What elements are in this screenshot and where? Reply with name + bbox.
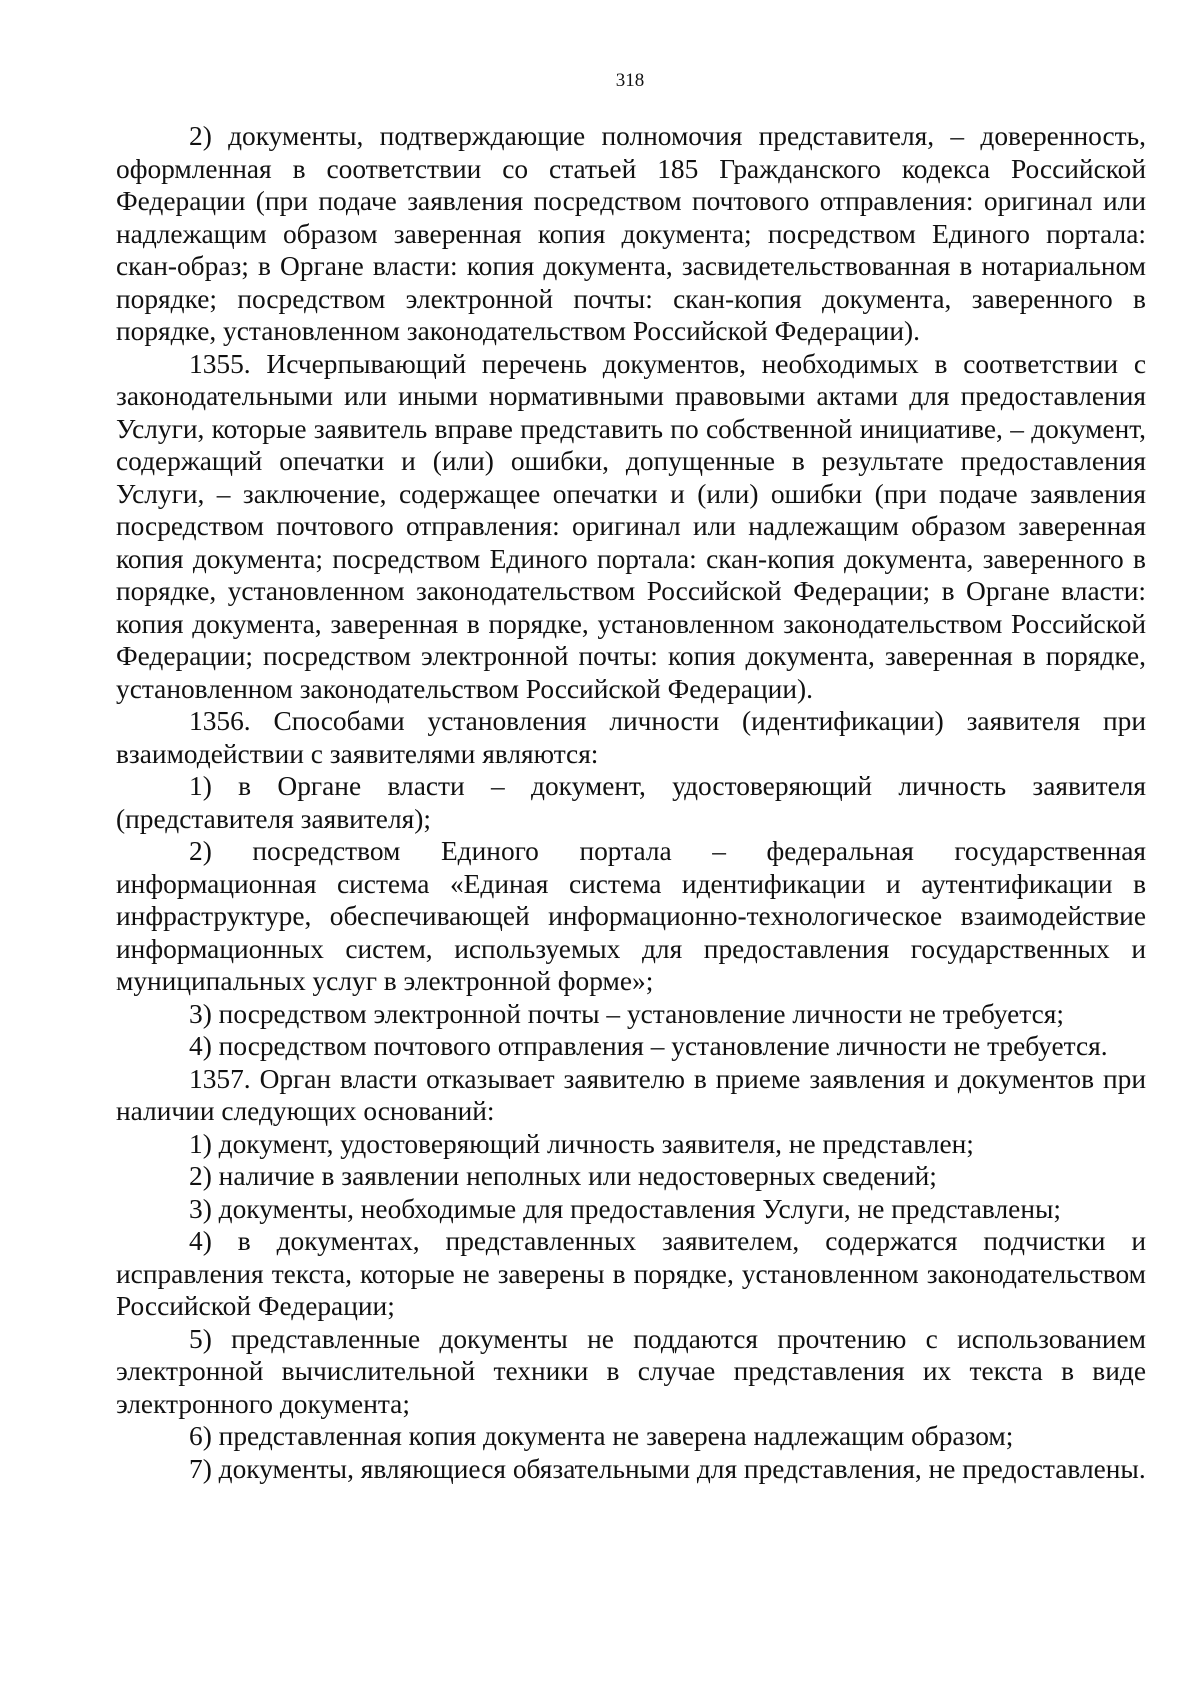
list-item-identification-1: 1) в Органе власти – документ, удостоверяющий личность заявителя (представителя заявителя); [116,771,1146,834]
list-item-refusal-4: 4) в документах, представленных заявителем, содержатся подчистки и исправления текста, которые не заверены в порядке, установленном законодательством Российской Федерации; [116,1226,1146,1321]
list-item-identification-2: 2) посредством Единого портала – федеральная государственная информационная система «Единая система идентификации и аутентификации в инфраструктуре, обеспечивающей информационно-технологическое взаимодействие информационных систем, используемых для предоставления государственных и муниципальных услуг в электронной форме»; [116,836,1146,996]
list-item-refusal-5: 5) представленные документы не поддаются прочтению с использованием электронной вычислительной техники в случае представления их текста в виде электронного документа; [116,1323,1146,1419]
paragraph-1355: 1355. Исчерпывающий перечень документов, необходимых в соответствии с законодательными или иными нормативными правовыми актами для предоставления Услуги, которые заявитель вправе представить по собственной инициативе, – документ, содержащий опечатки и (или) ошибки, допущенные в результате предоставления Услуги, – заключение, содержащее опечатки и (или) ошибки (при подаче заявления посредством почтового отправления: оригинал или надлежащим образом заверенная копия документа; посредством Единого портала: скан-копия документа, заверенного в порядке, установленном законодательством Российской Федерации; в Органе власти: копия документа, заверенная в порядке, установленном законодательством Российской Федерации; посредством электронной почты: копия документа, заверенная в порядке, установленном законодательством Российской Федерации). [116,348,1146,704]
list-item-refusal-7: 7) документы, являющиеся обязательными для представления, не предоставлены. [189,1453,1146,1484]
list-item-refusal-1: 1) документ, удостоверяющий личность заявителя, не представлен; [189,1128,974,1159]
document-body [116,120,1146,1485]
list-item-refusal-2: 2) наличие в заявлении неполных или недостоверных сведений; [189,1161,937,1191]
paragraph-representative-documents: 2) документы, подтверждающие полномочия представителя, – доверенность, оформленная в соответствии со статьей 185 Гражданского кодекса Российской Федерации (при подаче заявления посредством почтового отправления: оригинал или надлежащим образом заверенная копия документа; посредством Единого портала: скан-образ; в Органе власти: копия документа, засвидетельствованная в нотариальном порядке; посредством электронной почты: скан-копия документа, заверенного в порядке, установленном законодательством Российской Федерации). [116,121,1146,346]
paragraph-1356: 1356. Способами установления личности (идентификации) заявителя при взаимодействии с заявителями являются: [116,706,1146,769]
list-item-identification-4: 4) посредством почтового отправления – установление личности не требуется. [189,1031,1108,1061]
list-item-refusal-3: 3) документы, необходимые для предоставления Услуги, не представлены; [189,1193,1062,1224]
paragraph-1357: 1357. Орган власти отказывает заявителю в приеме заявления и документов при наличии следующих оснований: [116,1063,1146,1126]
page-number: 318 [615,70,645,91]
list-item-identification-3: 3) посредством электронной почты – установление личности не требуется; [189,998,1064,1029]
list-item-refusal-6: 6) представленная копия документа не заверена надлежащим образом; [189,1421,1014,1451]
